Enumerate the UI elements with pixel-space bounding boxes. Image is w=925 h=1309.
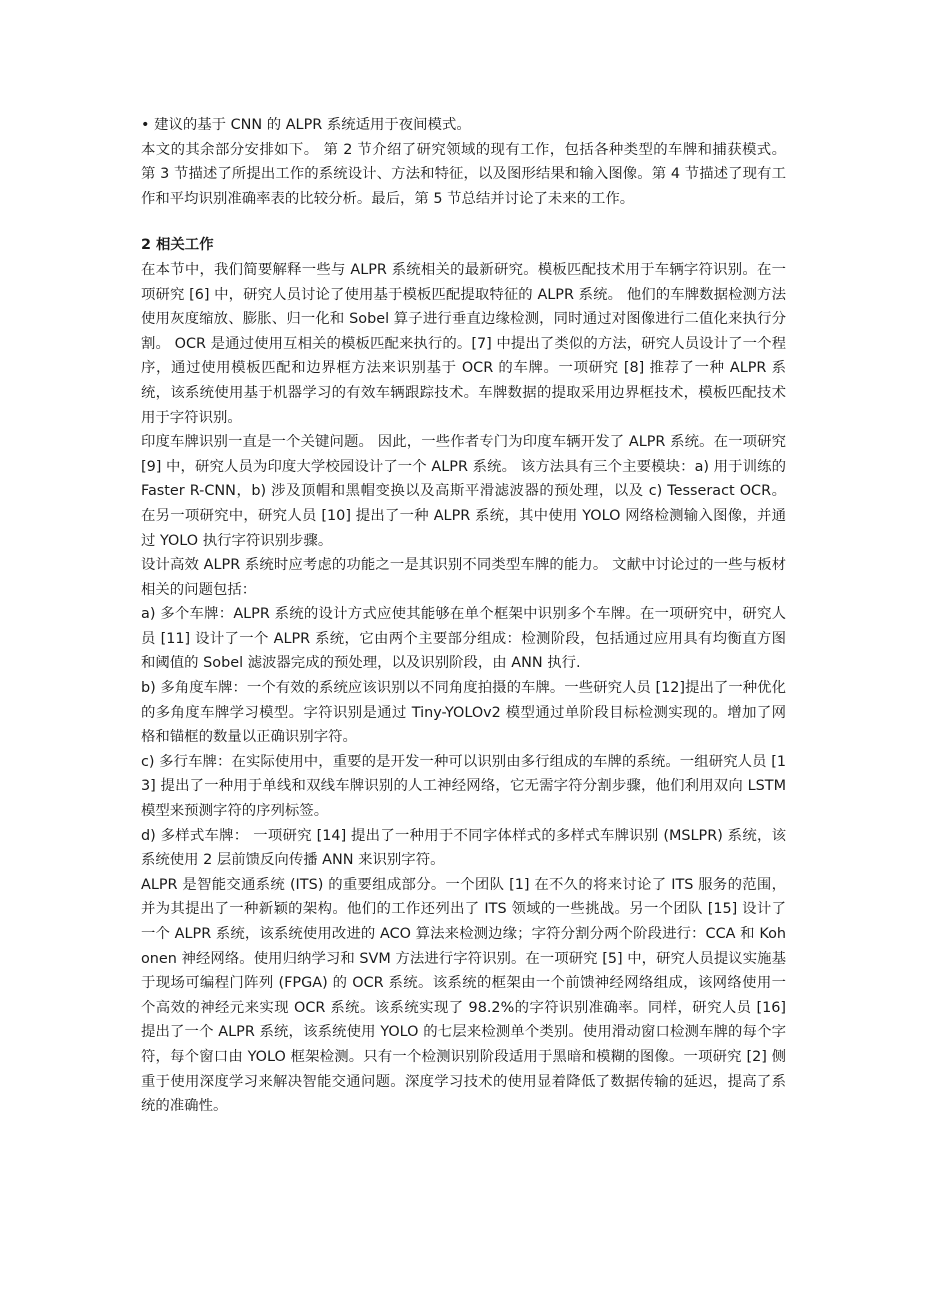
section-heading: 2 相关工作 bbox=[141, 237, 214, 254]
paragraph-multiple-plates: a) 多个车牌：ALPR 系统的设计方式应使其能够在单个框架中识别多个车牌。在一项研究中，研究人员 [11] 设计了一个 ALPR 系统，它由两个主要部分组成：检测阶段，包括通过应用具有均衡直方图和阈值的 Sobel 滤波器完成的预处理，以及识别阶段，由 ANN 执行. bbox=[141, 606, 786, 672]
paragraph-its: ALPR 是智能交通系统 (ITS) 的重要组成部分。一个团队 [1] 在不久的将来讨论了 ITS 服务的范围，并为其提出了一种新颖的架构。他们的工作还列出了 ITS 领域的一些挑战。另一个团队 [15] 设计了一个 ALPR 系统，该系统使用改进的 ACO 算法来检测边缘；字符分割分两个阶段进行：CCA 和 Kohonen 神经网络。使用归纳学习和 SVM 方法进行字符识别。在一项研究 [5] 中，研究人员提议实施基于现场可编程门阵列 (FPGA) 的 OCR 系统。该系统的框架由一个前馈神经网络组成，该网络使用一个高效的神经元来实现 OCR 系统。该系统实现了 98.2%的字符识别准确率。同样，研究人员 [16] 提出了一个 ALPR 系统，该系统使用 YOLO 的七层来检测单个类别。使用滑动窗口检测车牌的每个字符，每个窗口由 YOLO 框架检测。只有一个检测识别阶段适用于黑暗和模糊的图像。一项研究 [2] 侧重于使用深度学习来解决智能交通问题。深度学习技术的使用显着降低了数据传输的延迟，提高了系统的准确性。 bbox=[141, 876, 786, 1115]
intro-paragraph: 本文的其余部分安排如下。 第 2 节介绍了研究领域的现有工作，包括各种类型的车牌和捕获模式。 第 3 节描述了所提出工作的系统设计、方法和特征，以及图形结果和输入图像。第 4 节描述了现有工作和平均识别准确率表的比较分析。最后，第 5 节总结并讨论了未来的工作。 bbox=[141, 141, 786, 207]
bullet-item: • 建议的基于 CNN 的 ALPR 系统适用于夜间模式。 bbox=[141, 117, 471, 133]
paragraph-multi-style-plates: d) 多样式车牌： 一项研究 [14] 提出了一种用于不同字体样式的多样式车牌识别 (MSLPR) 系统，该系统使用 2 层前馈反向传播 ANN 来识别字符。 bbox=[141, 827, 786, 869]
paragraph-multi-line-plates: c) 多行车牌：在实际使用中，重要的是开发一种可以识别由多行组成的车牌的系统。一组研究人员 [13] 提出了一种用于单线和双线车牌识别的人工神经网络，它无需字符分割步骤，他们利用双向 LSTM 模型来预测字符的序列标签。 bbox=[141, 753, 786, 820]
document-body bbox=[141, 113, 786, 1119]
paragraph-multi-angle-plates: b) 多角度车牌：一个有效的系统应该识别以不同角度拍摄的车牌。一些研究人员 [12]提出了一种优化的多角度车牌学习模型。字符识别是通过 Tiny-YOLOv2 模型通过单阶段目标检测实现的。增加了网格和锚框的数量以正确识别字符。 bbox=[141, 680, 786, 746]
paragraph-plate-issues-intro: 设计高效 ALPR 系统时应考虑的功能之一是其识别不同类型车牌的能力。 文献中讨论过的一些与板材相关的问题包括： bbox=[141, 557, 786, 598]
paragraph-templates-matching: 在本节中，我们简要解释一些与 ALPR 系统相关的最新研究。模板匹配技术用于车辆字符识别。在一项研究 [6] 中，研究人员讨论了使用基于模板匹配提取特征的 ALPR 系统。 他们的车牌数据检测方法使用灰度缩放、膨胀、归一化和 Sobel 算子进行垂直边缘检测，同时通过对图像进行二值化来执行分割。 OCR 是通过使用互相关的模板匹配来执行的。[7] 中提出了类似的方法，研究人员设计了一个程序，通过使用模板匹配和边界框方法来识别基于 OCR 的车牌。一项研究 [8] 推荐了一种 ALPR 系统，该系统使用基于机器学习的有效车辆跟踪技术。车牌数据的提取采用边界框技术，模板匹配技术用于字符识别。 bbox=[141, 261, 786, 426]
paragraph-indian-plates: 印度车牌识别一直是一个关键问题。 因此，一些作者专门为印度车辆开发了 ALPR 系统。在一项研究 [9] 中，研究人员为印度大学校园设计了一个 ALPR 系统。 该方法具有三个主要模块：a) 用于训练的 Faster R-CNN，b) 涉及顶帽和黑帽变换以及高斯平滑滤波器的预处理，以及 c) Tesseract OCR。 在另一项研究中，研究人员 [10] 提出了一种 ALPR 系统，其中使用 YOLO 网络检测输入图像，并通过 YOLO 执行字符识别步骤。 bbox=[141, 434, 786, 549]
